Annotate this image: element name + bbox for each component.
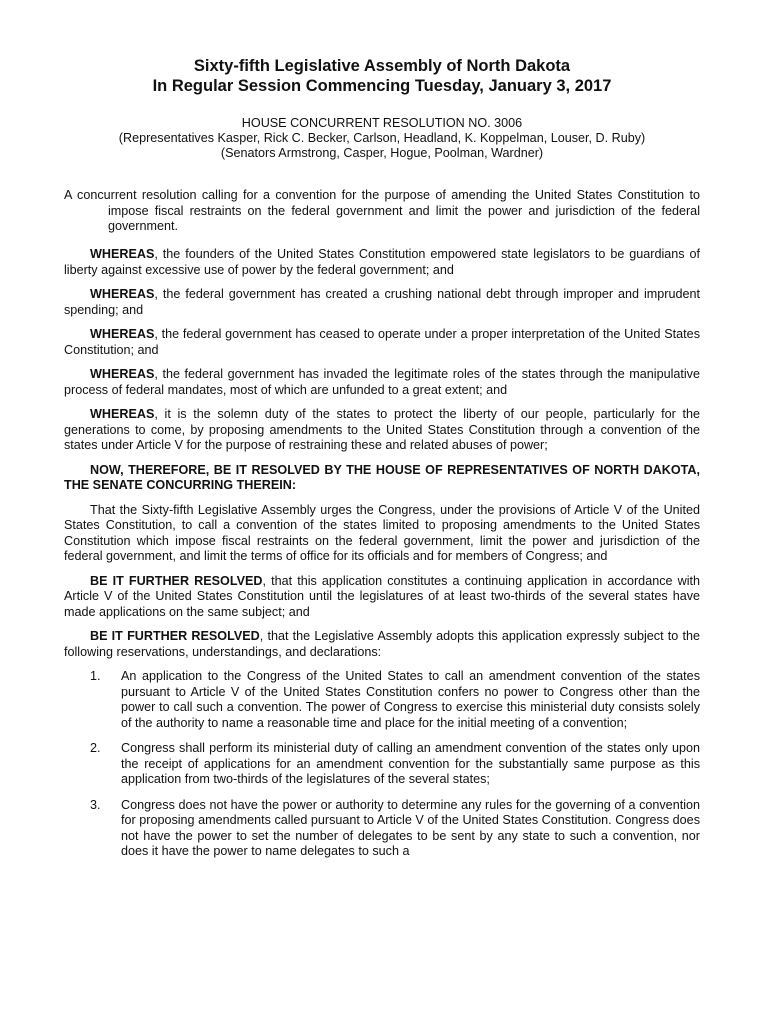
further-lead: BE IT FURTHER RESOLVED — [90, 573, 263, 588]
sponsor-senators: (Senators Armstrong, Casper, Hogue, Poolman, Wardner) — [220, 146, 544, 160]
whereas-clause-2 — [64, 287, 700, 318]
whereas-lead: WHEREAS — [90, 327, 155, 342]
whereas-lead: WHEREAS — [90, 287, 155, 302]
whereas-text: , the founders of the United States Constitution empowered state legislators to be guardians of liberty against excessive use of power by the federal government; and — [64, 247, 700, 277]
resolution-intro: A concurrent resolution calling for a convention for the purpose of amending the United States Constitution to impose fiscal restraints on the federal government and limit the power and jurisdiction of the federal government. — [64, 188, 700, 233]
further-resolved-2 — [64, 629, 700, 660]
title-line-2: In Regular Session Commencing Tuesday, January 3, 2017 — [152, 77, 612, 95]
resolved-heading: NOW, THEREFORE, BE IT RESOLVED BY THE HOUSE OF REPRESENTATIVES OF NORTH DAKOTA, THE SENATE CONCURRING THEREIN: — [64, 462, 700, 493]
whereas-text: , the federal government has invaded the legitimate roles of the states through the manipulative process of federal mandates, most of which are unfunded to a great extent; and — [64, 367, 700, 397]
whereas-lead: WHEREAS — [90, 407, 155, 422]
item-text: An application to the Congress of the United States to call an amendment convention of the states pursuant to Article V of the United States Constitution confers no power to Congress other than the power to call such a convention. The power of Congress to exercise this ministerial duty consists solely of the authority to name a reasonable time and place for the initial meeting of a convention; — [121, 669, 700, 730]
declaration-item-1 — [64, 669, 700, 731]
item-number: 1. — [90, 669, 101, 684]
declarations-list — [64, 669, 700, 860]
further-lead: BE IT FURTHER RESOLVED — [90, 629, 260, 644]
resolution-number: HOUSE CONCURRENT RESOLUTION NO. 3006 — [241, 116, 523, 130]
whereas-text: , it is the solemn duty of the states to protect the liberty of our people, particularly for the generations to come, by proposing amendments to the United States Constitution through a convention of the states under Article V for the purpose of restraining these and related abuses of power; — [64, 407, 700, 453]
item-number: 2. — [90, 741, 101, 756]
whereas-clause-4 — [64, 367, 700, 398]
resolved-body: That the Sixty-fifth Legislative Assembly urges the Congress, under the provisions of Article V of the United States Constitution, to call a convention of the states limited to proposing amendments to the United States Constitution which impose fiscal restraints on the federal government, limit the power and jurisdiction of the federal government, and limit the terms of office for its officials and for members of Congress; and — [64, 502, 700, 564]
declaration-item-3 — [64, 798, 700, 860]
whereas-clause-5 — [64, 407, 700, 454]
whereas-lead: WHEREAS — [90, 247, 155, 262]
declaration-item-2 — [64, 741, 700, 788]
item-text: Congress does not have the power or authority to determine any rules for the governing of a convention for proposing amendments called pursuant to Article V of the United States Constitution. Congress does not have the power to set the number of delegates to be sent by any state to such a convention, nor does it have the power to name delegates to such a — [121, 797, 700, 859]
whereas-clause-1 — [64, 247, 700, 278]
title-line-1: Sixty-fifth Legislative Assembly of North Dakota — [193, 57, 571, 75]
resolution-meta — [64, 116, 700, 161]
further-text: , that this application constitutes a continuing application in accordance with Article V of the United States Constitution until the legislatures of at least two-thirds of the several states have made applications on the same subject; and — [64, 573, 700, 619]
whereas-clause-3 — [64, 327, 700, 358]
further-resolved-1 — [64, 574, 700, 621]
whereas-lead: WHEREAS — [90, 367, 155, 382]
whereas-text: , the federal government has ceased to operate under a proper interpretation of the United States Constitution; and — [64, 327, 700, 357]
whereas-text: , the federal government has created a crushing national debt through improper and imprudent spending; and — [64, 287, 700, 317]
document-title — [64, 56, 700, 96]
sponsor-representatives: (Representatives Kasper, Rick C. Becker, Carlson, Headland, K. Koppelman, Louser, D. Ruby) — [118, 131, 646, 145]
item-number: 3. — [90, 797, 101, 812]
item-text: Congress shall perform its ministerial duty of calling an amendment convention of the states only upon the receipt of applications for an amendment convention for the substantially same purpose as this application from two-thirds of the legislatures of the several states; — [121, 741, 700, 787]
further-text: , that the Legislative Assembly adopts this application expressly subject to the following reservations, understandings, and declarations: — [64, 629, 700, 659]
